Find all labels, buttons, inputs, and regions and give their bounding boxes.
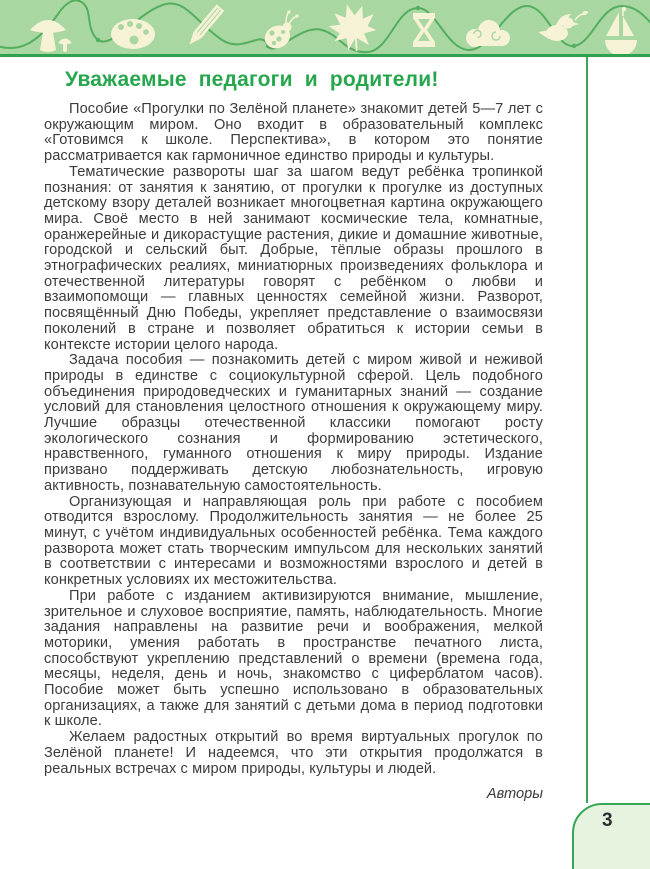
- sailboat-icon: [605, 7, 637, 54]
- paragraph-intro: Пособие «Прогулки по Зелёной планете» знакомит детей 5—7 лет с окружающим миром. Оно входит в образовательный комплекс «Готовимся к школе. Перспектива», в котором это понятие рассматривается как гармоничное единство природы и культуры.: [44, 101, 543, 165]
- mushroom-icon: [30, 20, 72, 52]
- paragraph-goal: Задача пособия — познакомить детей с миром живой и неживой природы в единстве с социокультурной сферой. Цель подобного объединения природоведческих и гуманитарных знаний — создание условий для становления целостного отношения к окружающему миру. Лучшие образцы отечественной классики помогают росту экологического сознания и формированию эстетического, нравственного, гуманного отношения к миру природы. Издание призвано поддерживать детскую любознательность, игровую активность, познавательную самостоятельность.: [44, 352, 543, 494]
- authors-signature: Авторы: [486, 786, 543, 803]
- paragraph-skills: При работе с изданием активизируются внимание, мышление, зрительное и слуховое восприятие, память, наблюдательность. Многие задания направлены на развитие речи и воображения, мелкой моторики, умения работать в пространстве печатного листа, способствуют укреплению представлений о времени (времена года, месяцы, неделя, день и ночь, знакомство с циферблатом часов). Пособие может быть успешно использовано в образовательных организациях, а также для занятий с детьми дома в период подготовки к школе.: [44, 587, 543, 730]
- page-number-tab: [572, 803, 650, 869]
- cloud-icon: [466, 20, 510, 47]
- palette-icon: [111, 19, 155, 49]
- header-doodles: [0, 0, 650, 54]
- paragraph-wishes: Желаем радостных открытий во время виртуальных прогулок по Зелёной планете! И надеемся, что эти открытия продолжатся в реальных встречах с миром природы, культуры и людей.: [44, 729, 543, 777]
- maple-leaf-icon: [324, 0, 382, 54]
- hourglass-icon: [413, 13, 435, 47]
- paragraph-thematic-spreads: Тематические развороты шаг за шагом ведут ребёнка тропинкой познания: от занятия к занятию, от прогулки к прогулке из доступных детскому взору деталей возникает многоцветная картина окружающего мира. Своё место в ней занимают космические тела, комнатные, оранжерейные и дикорастущие растения, дикие и домашние животные, городской и сельский быт. Добрые, тёплые образы прошлого в этнографических реалиях, миниатюрных произведениях фольклора и отечественной литературы говорят с ребёнком о любви и взаимопомощи — главных ценностях семейной жизни. Разворот, посвящённый Дню Победы, укрепляет представление о взаимосвязи поколений в стране и позволяет обратиться к истории семьи в контексте истории целого народа.: [44, 163, 543, 353]
- page-title: Уважаемые педагоги и родители!: [65, 68, 439, 91]
- page-number: 3: [602, 810, 613, 831]
- bird-icon: [538, 10, 589, 41]
- pencil-icon: [186, 4, 225, 47]
- paragraph-adult-role: Организующая и направляющая роль при работе с пособием отводится взрослому. Продолжительность занятия — не более 25 минут, с учётом индивидуальных особенностей ребёнка. Тема каждого разворота может стать творческим импульсом для нескольких занятий в соответствии с интересами и возможностями взрослого и детей в конкретных условиях их местожительства.: [44, 493, 543, 589]
- page-margin-rule: [586, 57, 588, 803]
- page-content: [44, 63, 543, 802]
- decorative-header-strip: [0, 0, 650, 57]
